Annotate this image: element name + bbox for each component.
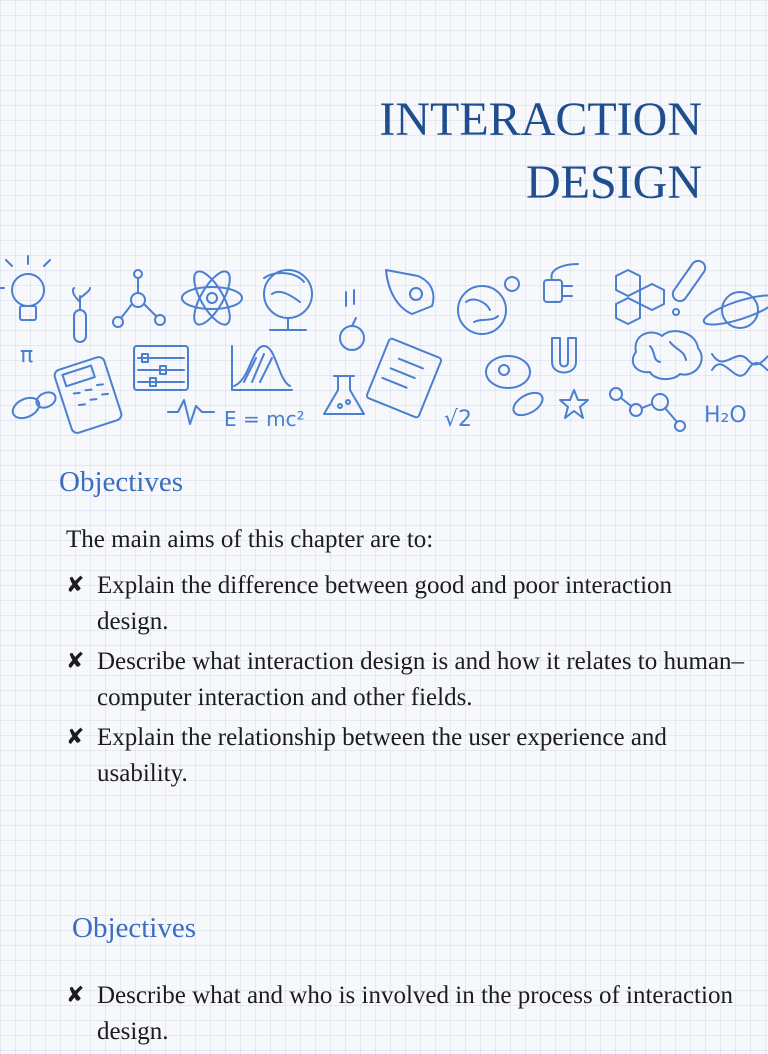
dna-icon <box>712 354 768 376</box>
objectives-heading: Objectives <box>59 466 184 498</box>
title-line-1: INTERACTION <box>379 93 702 146</box>
x-mark-icon: ✘ <box>66 983 85 1008</box>
brain-icon <box>633 331 702 379</box>
flask-icon <box>324 376 364 414</box>
list-item <box>66 568 746 640</box>
pi-symbol: π <box>20 343 34 368</box>
objectives-list <box>66 978 746 1054</box>
sqrt-text: √2 <box>444 407 473 432</box>
x-mark-icon: ✘ <box>66 573 85 598</box>
objectives-slide-1 <box>0 440 768 870</box>
title-slide <box>0 0 768 440</box>
graph-icon <box>232 346 292 390</box>
earth-icon <box>458 277 519 334</box>
star-icon <box>560 390 588 418</box>
list-item-text: Describe what and who is involved in the process of interaction design. <box>97 982 733 1045</box>
science-doodle-band <box>0 250 768 440</box>
plug-icon <box>544 264 578 302</box>
x-mark-icon: ✘ <box>66 725 85 750</box>
slide-title <box>379 88 702 214</box>
list-item-text: Explain the relationship between the user experience and usability. <box>97 724 667 787</box>
rocket-icon <box>386 270 433 314</box>
x-mark-icon: ✘ <box>66 649 85 674</box>
abacus-icon <box>134 346 188 390</box>
list-item-text: Describe what interaction design is and how it relates to human–computer interaction and other fields. <box>97 648 745 711</box>
molecule-icon <box>113 270 165 327</box>
magnet-icon <box>552 338 576 373</box>
objectives-heading: Objectives <box>72 912 197 944</box>
list-item <box>66 720 746 792</box>
molecule-chain-icon <box>610 388 685 431</box>
test-tube-icon <box>670 258 708 315</box>
pills-icon <box>10 389 59 422</box>
heartbeat-icon <box>168 400 214 424</box>
intro-text: The main aims of this chapter are to: <box>66 526 434 553</box>
chemical-structure-icon <box>616 270 664 324</box>
atom-icon <box>182 267 242 330</box>
list-item-text: Explain the difference between good and poor interaction design. <box>97 572 673 635</box>
objectives-list <box>66 568 746 796</box>
list-item <box>66 978 746 1050</box>
book-icon <box>366 338 442 418</box>
apple-icon <box>340 290 364 350</box>
objectives-slide-2 <box>0 870 768 1045</box>
plant-test-tube-icon <box>73 288 90 342</box>
planet-icon <box>701 290 768 331</box>
calculator-icon <box>53 356 123 435</box>
list-item <box>66 644 746 716</box>
globe-icon <box>264 270 312 330</box>
water-formula-text: H₂O <box>704 403 747 428</box>
formula-text: E = mc² <box>224 407 305 431</box>
bacteria-icon <box>486 356 546 420</box>
light-bulb-icon <box>0 256 50 320</box>
title-line-2: DESIGN <box>526 156 702 209</box>
